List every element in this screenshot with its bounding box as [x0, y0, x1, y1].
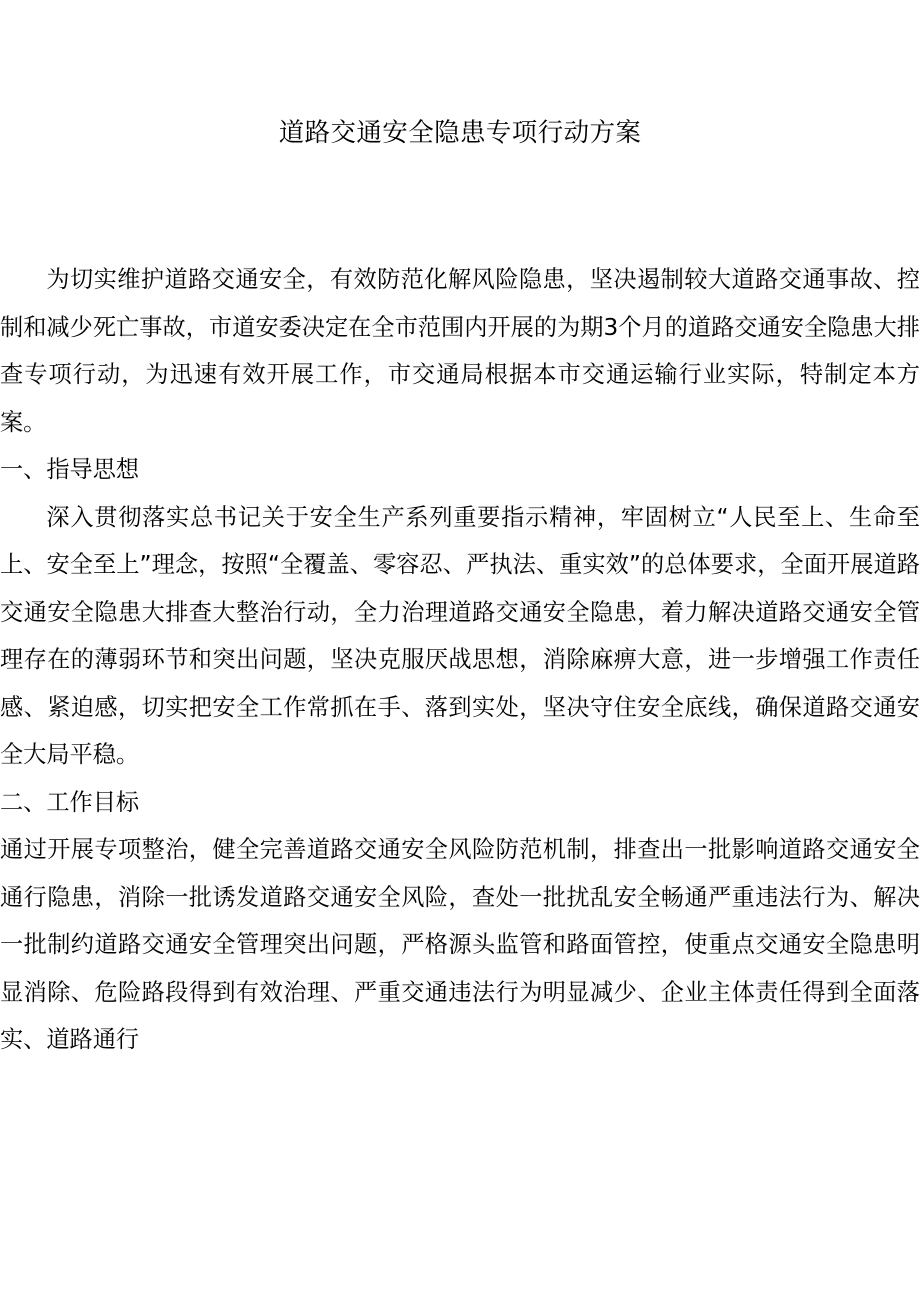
- page-title: 道路交通安全隐患专项行动方案: [278, 118, 642, 148]
- section-paragraph-1: 深入贯彻落实总书记关于安全生产系列重要指示精神，牢固树立“人民至上、生命至上、安全至上”理念，按照“全覆盖、零容忍、严执法、重实效”的总体要求，全面开展道路交通安全隐患大排查大整治行动，全力治理道路交通安全隐患，着力解决道路交通安全管理存在的薄弱环节和突出问题，坚决克服厌战思想，消除麻痹大意，进一步增强工作责任感、紧迫感，切实把安全工作常抓在手、落到实处，坚决守住安全底线，确保道路交通安全大局平稳。: [0, 503, 920, 768]
- document-body: [0, 256, 920, 1064]
- section-heading-1: 一、指导思想: [0, 456, 140, 483]
- intro-paragraph: 为切实维护道路交通安全，有效防范化解风险隐患，坚决遏制较大道路交通事故、控制和减少死亡事故，市道安委决定在全市范围内开展的为期3个月的道路交通安全隐患大排查专项行动，为迅速有效开展工作，市交通局根据本市交通运输行业实际，特制定本方案。: [0, 266, 920, 436]
- section-heading-2: 二、工作目标: [0, 788, 140, 816]
- section-paragraph-2: 通过开展专项整治，健全完善道路交通安全风险防范机制，排查出一批影响道路交通安全通行隐患，消除一批诱发道路交通安全风险，查处一批扰乱安全畅通严重违法行为、解决一批制约道路交通安全管理突出问题，严格源头监管和路面管控，使重点交通安全隐患明显消除、危险路段得到有效治理、严重交通违法行为明显减少、企业主体责任得到全面落实、道路通行: [0, 836, 920, 1053]
